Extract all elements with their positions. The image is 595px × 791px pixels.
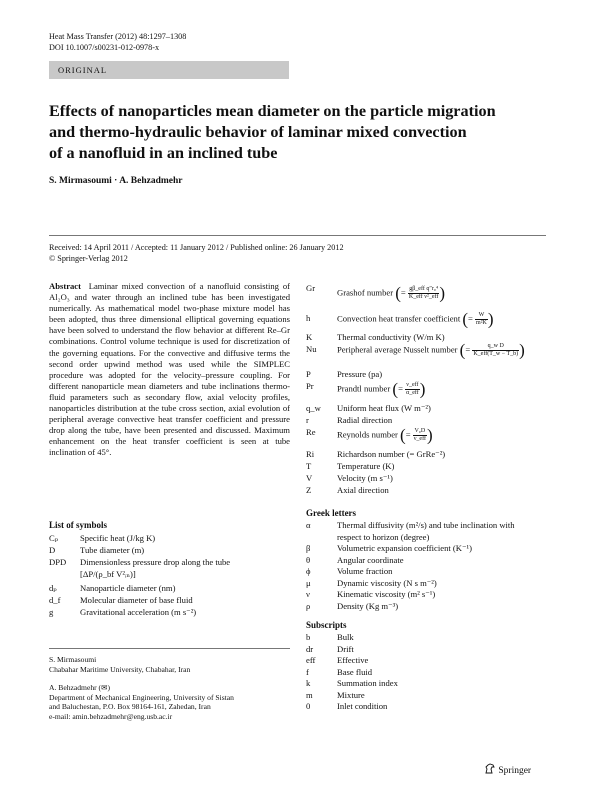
- symbol-desc: Grashof number (= $\frac{\text{gβ\_eff q″r₀⁴}}{\text{K\_eff ν²\_eff}}$ ): [337, 283, 446, 303]
- symbol-desc: Volumetric expansion coefficient (K⁻¹): [337, 543, 472, 553]
- symbol-row: [306, 402, 548, 414]
- symbol: ν: [306, 589, 310, 599]
- symbol-row: [306, 700, 548, 712]
- symbol-desc: Thermal conductivity (W/m K): [337, 332, 445, 342]
- symbol: g: [49, 607, 54, 617]
- symbol-desc: Uniform heat flux (W m⁻²): [337, 403, 431, 413]
- symbol: dₚ: [49, 583, 57, 593]
- symbol-desc: Density (Kg m⁻³): [337, 600, 399, 611]
- affil-institution: Chabahar Maritime University, Chabahar, Iran: [49, 664, 191, 674]
- symbol-desc: Effective: [337, 655, 369, 665]
- symbol: Nu: [306, 344, 317, 354]
- symbol-row: [306, 426, 548, 448]
- symbol: f: [306, 666, 309, 677]
- symbol: dr: [306, 643, 314, 654]
- symbol-desc: respect to horizon (degree): [337, 531, 430, 542]
- symbol-row: [49, 582, 290, 594]
- symbol-row: [306, 531, 548, 543]
- affil-name: S. Mirmasoumi: [49, 655, 97, 664]
- symbol-desc: Peripheral average Nusselt number (= $\frac{\text{q\_w D}}{\text{K\_eff(T\_w − T\_b)}}$ ): [337, 340, 525, 360]
- paper-title: [49, 101, 549, 164]
- symbol-list-left: [49, 520, 290, 618]
- symbol-row: [49, 606, 290, 618]
- symbol-row: [306, 340, 548, 368]
- symbol-row: [306, 282, 548, 312]
- publisher-name: Springer: [498, 766, 532, 776]
- article-type-banner: [49, 61, 289, 79]
- symbol-desc: Molecular diameter of base fluid: [80, 595, 193, 605]
- symbol: m: [306, 689, 313, 700]
- symbol-row: [306, 519, 548, 531]
- journal-citation: Heat Mass Transfer (2012) 48:1297–1308: [49, 32, 187, 41]
- symbol-row: [306, 380, 548, 402]
- symbol-row: [306, 654, 548, 666]
- reynolds-formula: $\frac{\text{V₀D}}{\text{ν\_eff}}$: [413, 428, 426, 442]
- symbols-heading: List of symbols: [49, 520, 108, 530]
- symbol-desc: Pressure (pa): [337, 369, 383, 379]
- title-line: Effects of nanoparticles mean diameter on the particle migration: [49, 102, 496, 120]
- nusselt-formula: $\frac{\text{q\_w D}}{\text{K\_eff(T\_w − T\_b)}}$: [473, 343, 519, 357]
- symbol-desc: Thermal diffusivity (m²/s) and tube inclination with: [337, 520, 515, 530]
- symbol-row: [306, 472, 548, 484]
- symbol: q_w: [306, 403, 321, 413]
- symbol: eff: [306, 655, 316, 665]
- symbol-row: [306, 689, 548, 701]
- symbol-row: [306, 542, 548, 554]
- symbol-desc: Gravitational acceleration (m s⁻²): [80, 607, 197, 617]
- abstract: [49, 281, 290, 459]
- h-units: $\frac{W}{\text{m²K}}$: [476, 312, 487, 326]
- symbol: Ri: [306, 449, 315, 459]
- symbol-desc: Richardson number (= GrRe⁻²): [337, 449, 446, 459]
- symbol-row: [306, 448, 548, 460]
- symbol: P: [306, 369, 311, 379]
- symbol-list-right: [306, 282, 548, 712]
- symbol-row: [306, 588, 548, 600]
- symbol: d_f: [49, 595, 61, 605]
- symbol-desc: Reynolds number (= $\frac{\text{V₀D}}{\text{ν\_eff}}$ ): [337, 425, 433, 445]
- symbol-desc: Nanoparticle diameter (nm): [80, 583, 176, 593]
- symbol-row: [306, 331, 548, 343]
- symbol-desc: Dimensionless pressure drop along the tube: [80, 557, 231, 567]
- grashof-formula: $\frac{\text{gβ\_eff q″r₀⁴}}{\text{K\_eff ν²\_eff}}$: [408, 286, 439, 300]
- footnote-divider: [49, 648, 290, 649]
- symbol: 0: [306, 701, 311, 711]
- springer-horse-icon: [484, 763, 496, 774]
- symbol-row: [306, 368, 548, 380]
- symbol: T: [306, 461, 312, 471]
- symbol-desc: Convection heat transfer coefficient (= $\frac{W}{\text{m²K}}$ ): [337, 309, 494, 329]
- copyright: © Springer-Verlag 2012: [49, 254, 128, 263]
- symbol-desc: Velocity (m s⁻¹): [337, 473, 393, 483]
- symbol-desc: Volume fraction: [337, 566, 393, 576]
- journal-header: [49, 31, 186, 53]
- symbol-row: [306, 309, 548, 331]
- symbol: k: [306, 678, 311, 688]
- symbol-desc: Angular coordinate: [337, 554, 404, 565]
- article-type-label: ORIGINAL: [58, 65, 108, 75]
- symbol: h: [306, 313, 311, 323]
- author-list: S. Mirmasoumi · A. Behzadmehr: [49, 176, 183, 186]
- publisher-mark: [484, 763, 531, 776]
- symbol: b: [306, 632, 311, 642]
- symbol: μ: [306, 577, 311, 588]
- email-link[interactable]: e-mail: amin.behzadmehr@eng.usb.ac.ir: [49, 711, 173, 721]
- symbol: V: [306, 473, 313, 483]
- title-line: of a nanofluid in an inclined tube: [49, 144, 278, 162]
- symbol: ρ: [306, 600, 311, 611]
- symbol: Re: [306, 427, 316, 437]
- symbol-row: [49, 544, 290, 556]
- symbol-row: [306, 554, 548, 566]
- greek-heading: Greek letters: [306, 508, 357, 518]
- abstract-text: Laminar mixed convection of a nanofluid consisting of Al₂O₃ and water through an inclined tube has been investigated numerically. As mathematical model two-phase mixture model has been adopted, thus three dimensional elliptical governing equations have been solved to understand the flow behavior at different Re–Gr combinations. Control volume technique is used for discretization of the governing equations. For the convective and diffusive terms the second order upwind method was used while the SIMPLEC procedure was adopted for the velocity–pressure coupling. For different nanoparticle mean diameters and tube inclinations thermo-fluid parameters such as secondary flow, axial velocity profiles, nanoparticles distribution at the tube cross section, axial evolution of peripheral average convective heat transfer coefficient and pressure drop along the tube, have been presented and discussed. Maximum enhancement on the heat transfer coefficient is seen at tube inclination of 45°.: [49, 281, 290, 458]
- symbol-row: [306, 460, 548, 472]
- affil-name: A. Behzadmehr (✉): [49, 683, 110, 693]
- symbol-row: [49, 532, 290, 544]
- symbol-desc: Summation index: [337, 678, 398, 688]
- title-line: and thermo-hydraulic behavior of laminar mixed convection: [49, 123, 467, 141]
- doi-link[interactable]: DOI 10.1007/s00231-012-0978-x: [49, 43, 160, 52]
- symbol: α: [306, 520, 311, 530]
- symbol-desc: Bulk: [337, 632, 354, 642]
- symbol: Cₚ: [49, 533, 59, 543]
- symbol: ϕ: [306, 566, 311, 576]
- symbol-desc: Axial direction: [337, 485, 389, 495]
- symbol-row: [306, 565, 548, 577]
- symbol: β: [306, 543, 311, 553]
- symbol-row: [306, 643, 548, 655]
- publication-dates: [49, 242, 344, 264]
- symbol-row: [306, 484, 548, 496]
- symbol: D: [49, 545, 56, 555]
- symbol: Gr: [306, 283, 316, 293]
- symbol-desc: Temperature (K): [337, 461, 395, 471]
- symbol-row: [306, 631, 548, 643]
- symbol-row: [306, 577, 548, 589]
- symbol: r: [306, 415, 309, 425]
- abstract-label: Abstract: [49, 281, 81, 291]
- symbol-desc: Drift: [337, 643, 354, 654]
- symbol-desc: Tube diameter (m): [80, 545, 145, 555]
- affil-institution: and Baluchestan, P.O. Box 98164-161, Zahedan, Iran: [49, 702, 211, 712]
- subscripts-heading: Subscripts: [306, 620, 347, 630]
- date-history: Received: 14 April 2011 / Accepted: 11 January 2012 / Published online: 26 January 2012: [49, 243, 344, 252]
- symbol-row: [49, 556, 290, 568]
- symbol: θ: [306, 554, 311, 565]
- symbol-desc: Dynamic viscosity (N s m⁻²): [337, 577, 437, 588]
- symbol-row: [306, 600, 548, 612]
- symbol-desc: Radial direction: [337, 415, 393, 425]
- symbol-desc: Prandtl number (= $\frac{\text{ν\_eff}}{\text{α\_eff}}$ ): [337, 379, 426, 399]
- symbol-desc: Inlet condition: [337, 701, 388, 711]
- affiliations: [49, 655, 299, 722]
- header-divider: [49, 235, 546, 236]
- symbol-desc: [ΔP/(ρ_bf V²ᵢₙ)]: [80, 569, 136, 579]
- symbol-row: [306, 677, 548, 689]
- symbol: Pr: [306, 381, 314, 391]
- symbol-row: [49, 568, 290, 582]
- symbol-row: [49, 594, 290, 606]
- symbol-row: [306, 666, 548, 678]
- symbol-row: [306, 414, 548, 426]
- symbol-desc: Base fluid: [337, 666, 373, 677]
- symbol: Z: [306, 485, 312, 495]
- symbol-desc: Mixture: [337, 689, 365, 700]
- symbol-desc: Specific heat (J/kg K): [80, 533, 156, 543]
- prandtl-formula: $\frac{\text{ν\_eff}}{\text{α\_eff}}$: [406, 382, 419, 396]
- affil-institution: Department of Mechanical Engineering, University of Sistan: [49, 692, 234, 702]
- symbol: DPD: [49, 557, 67, 567]
- symbol-desc: Kinematic viscosity (m² s⁻¹): [337, 589, 436, 599]
- symbol: K: [306, 332, 313, 342]
